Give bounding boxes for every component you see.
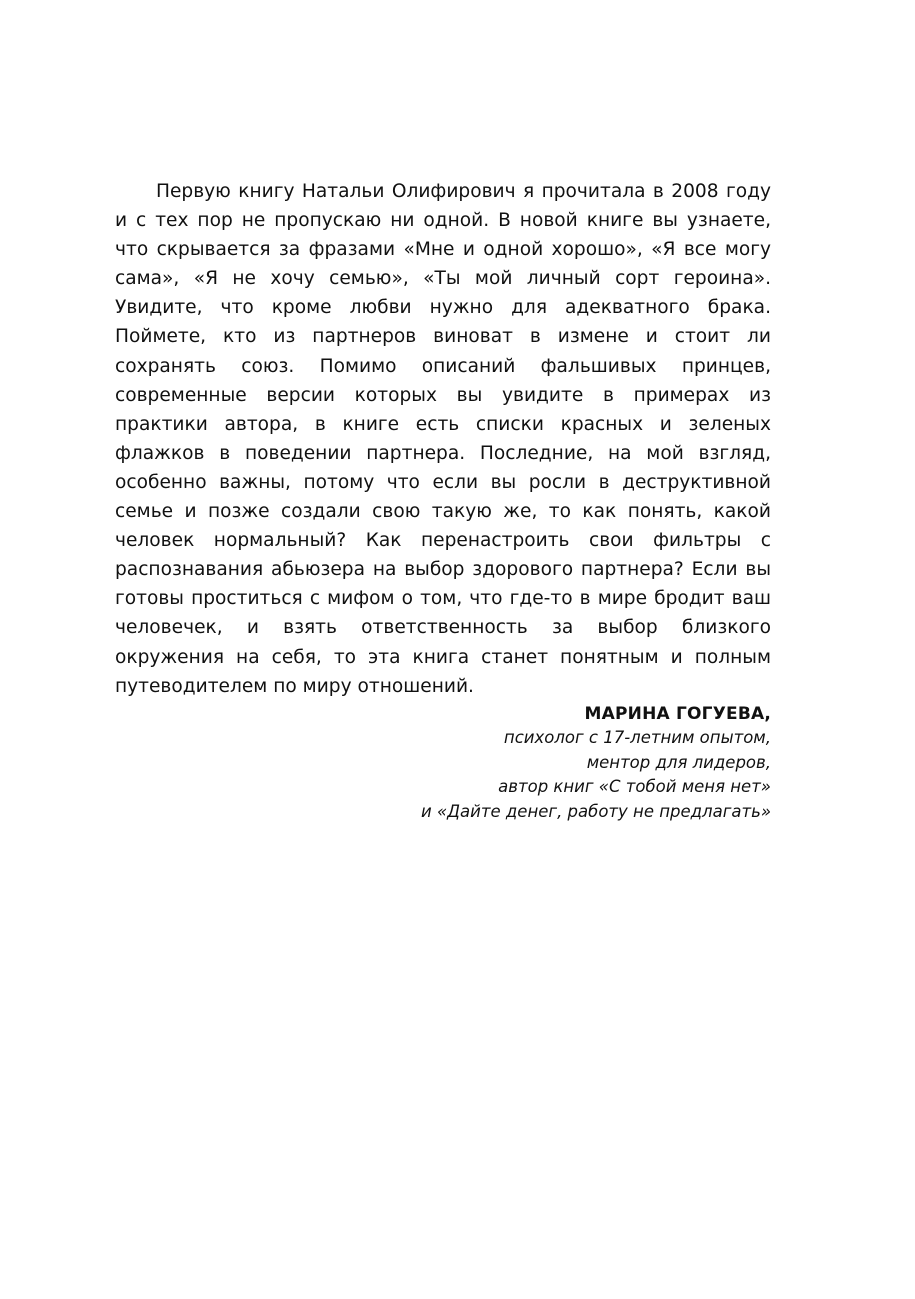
author-credential-profession: психолог с 17-летним опытом, (503, 728, 771, 747)
author-credential-books-continued: и «Дайте денег, работу не предлагать» (421, 801, 771, 821)
author-credential-books: автор книг «С тобой меня нет» (498, 777, 771, 796)
signature-block (421, 702, 771, 824)
author-credential-mentor: ментор для лидеров, (586, 752, 771, 772)
review-paragraph: Первую книгу Натальи Олифирович я прочитала в 2008 году и с тех пор не пропускаю ни одной. В новой книге вы узнаете, что скрывается за фразами «Мне и одной хорошо», «Я все могу сама», «Я не хочу семью», «Ты мой личный сорт героина». Увидите, что кроме любви нужно для адекватного брака. Поймете, кто из партнеров виноват в измене и стоит ли сохранять союз. Помимо описаний фальшивых принцев, современные версии которых вы увидите в примерах из практики автора, в книге есть списки красных и зеленых флажков в поведении партнера. Последние, на мой взгляд, особенно важны, потому что если вы росли в деструктивной семье и позже создали свою такую же, то как понять, какой человек нормальный? Как перенастроить свои фильтры с распознавания абьюзера на выбор здорового партнера? Если вы готовы проститься с мифом о том, что где-то в мире бродит ваш человечек, и взять ответственность за выбор близкого окружения на себя, то эта книга станет понятным и полным путеводителем по миру отношений. (115, 181, 771, 697)
author-name: МАРИНА ГОГУЕВА, (584, 704, 771, 724)
